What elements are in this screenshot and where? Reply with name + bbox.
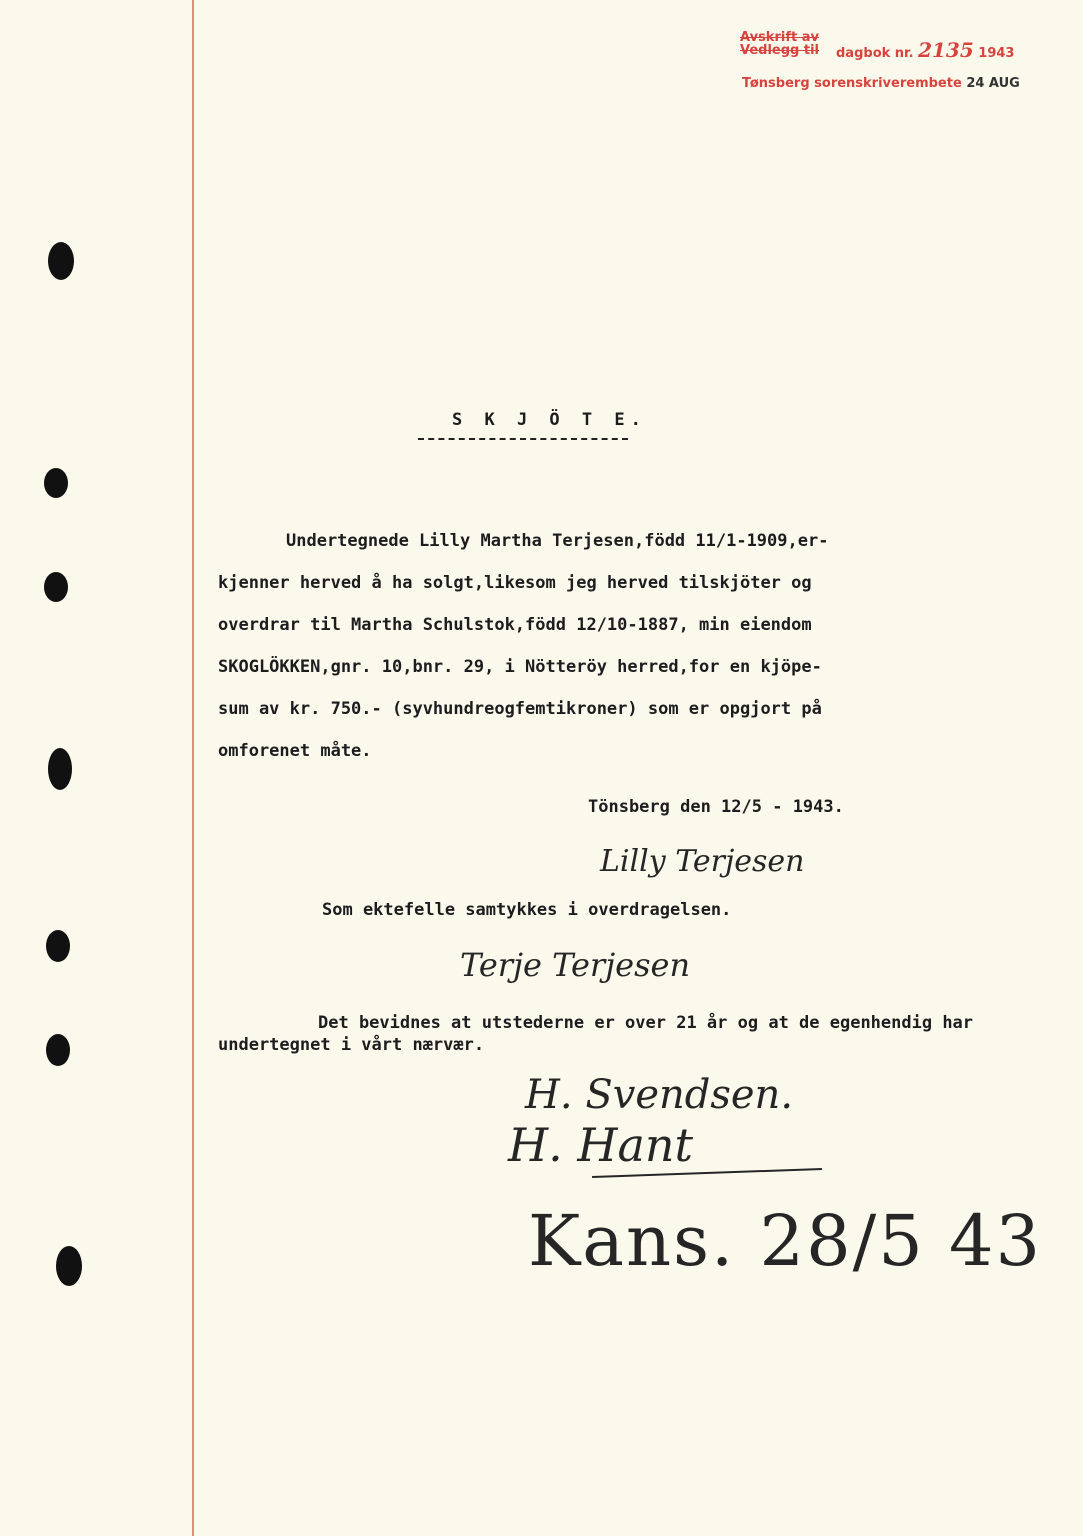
signature-seller: Lilly Terjesen: [600, 844, 805, 879]
margin-rule: [192, 0, 194, 1536]
deed-body: [218, 520, 988, 772]
stamp-struck-line: Vedlegg til: [740, 43, 820, 58]
stamp-struck-line: Avskrift av: [740, 30, 819, 45]
spouse-consent: Som ektefelle samtykkes i overdragelsen.: [322, 900, 732, 920]
stamp-office: Tønsberg sorenskriverembete 24 AUG: [742, 76, 1020, 91]
title-underline: [418, 438, 628, 440]
body-line: Undertegnede Lilly Martha Terjesen,född 11/1-1909,er-: [286, 531, 829, 551]
body-line: overdrar til Martha Schulstok,född 12/10-1887, min eiendom: [218, 615, 812, 635]
punch-hole-icon: [46, 1034, 70, 1066]
registry-stamp: [740, 30, 819, 58]
recording-note: Kans. 28/5 43: [528, 1200, 1043, 1282]
body-line: SKOGLÖKKEN,gnr. 10,bnr. 29, i Nötteröy herred,for en kjöpe-: [218, 657, 822, 677]
place-date: Tönsberg den 12/5 - 1943.: [588, 797, 844, 817]
body-line: omforenet måte.: [218, 741, 372, 761]
punch-hole-icon: [48, 242, 74, 280]
witness-statement: Det bevidnes at utstederne er over 21 år og at de egenhendig har undertegnet i vårt nærvær.: [218, 1013, 974, 1055]
punch-hole-icon: [48, 748, 72, 790]
stamp-dagbok-label: dagbok nr.: [836, 46, 914, 61]
punch-hole-icon: [44, 572, 68, 602]
punch-hole-icon: [46, 930, 70, 962]
body-line: kjenner herved å ha solgt,likesom jeg herved tilskjöter og: [218, 573, 812, 593]
signature-witness-1: H. Svendsen.: [525, 1072, 794, 1118]
punch-hole-icon: [56, 1246, 82, 1286]
document-title: S K J Ö T E.: [452, 410, 647, 430]
stamp-year: 1943: [978, 46, 1015, 61]
stamp-dagbok: [836, 38, 1014, 62]
stamp-dagbok-number: 2135: [918, 38, 974, 62]
signature-witness-2: H. Hant: [508, 1118, 694, 1172]
stamp-date: 24 AUG: [966, 76, 1020, 91]
punch-hole-icon: [44, 468, 68, 498]
signature-spouse: Terje Terjesen: [460, 946, 691, 984]
body-line: sum av kr. 750.- (syvhundreogfemtikroner) som er opgjort på: [218, 699, 822, 719]
